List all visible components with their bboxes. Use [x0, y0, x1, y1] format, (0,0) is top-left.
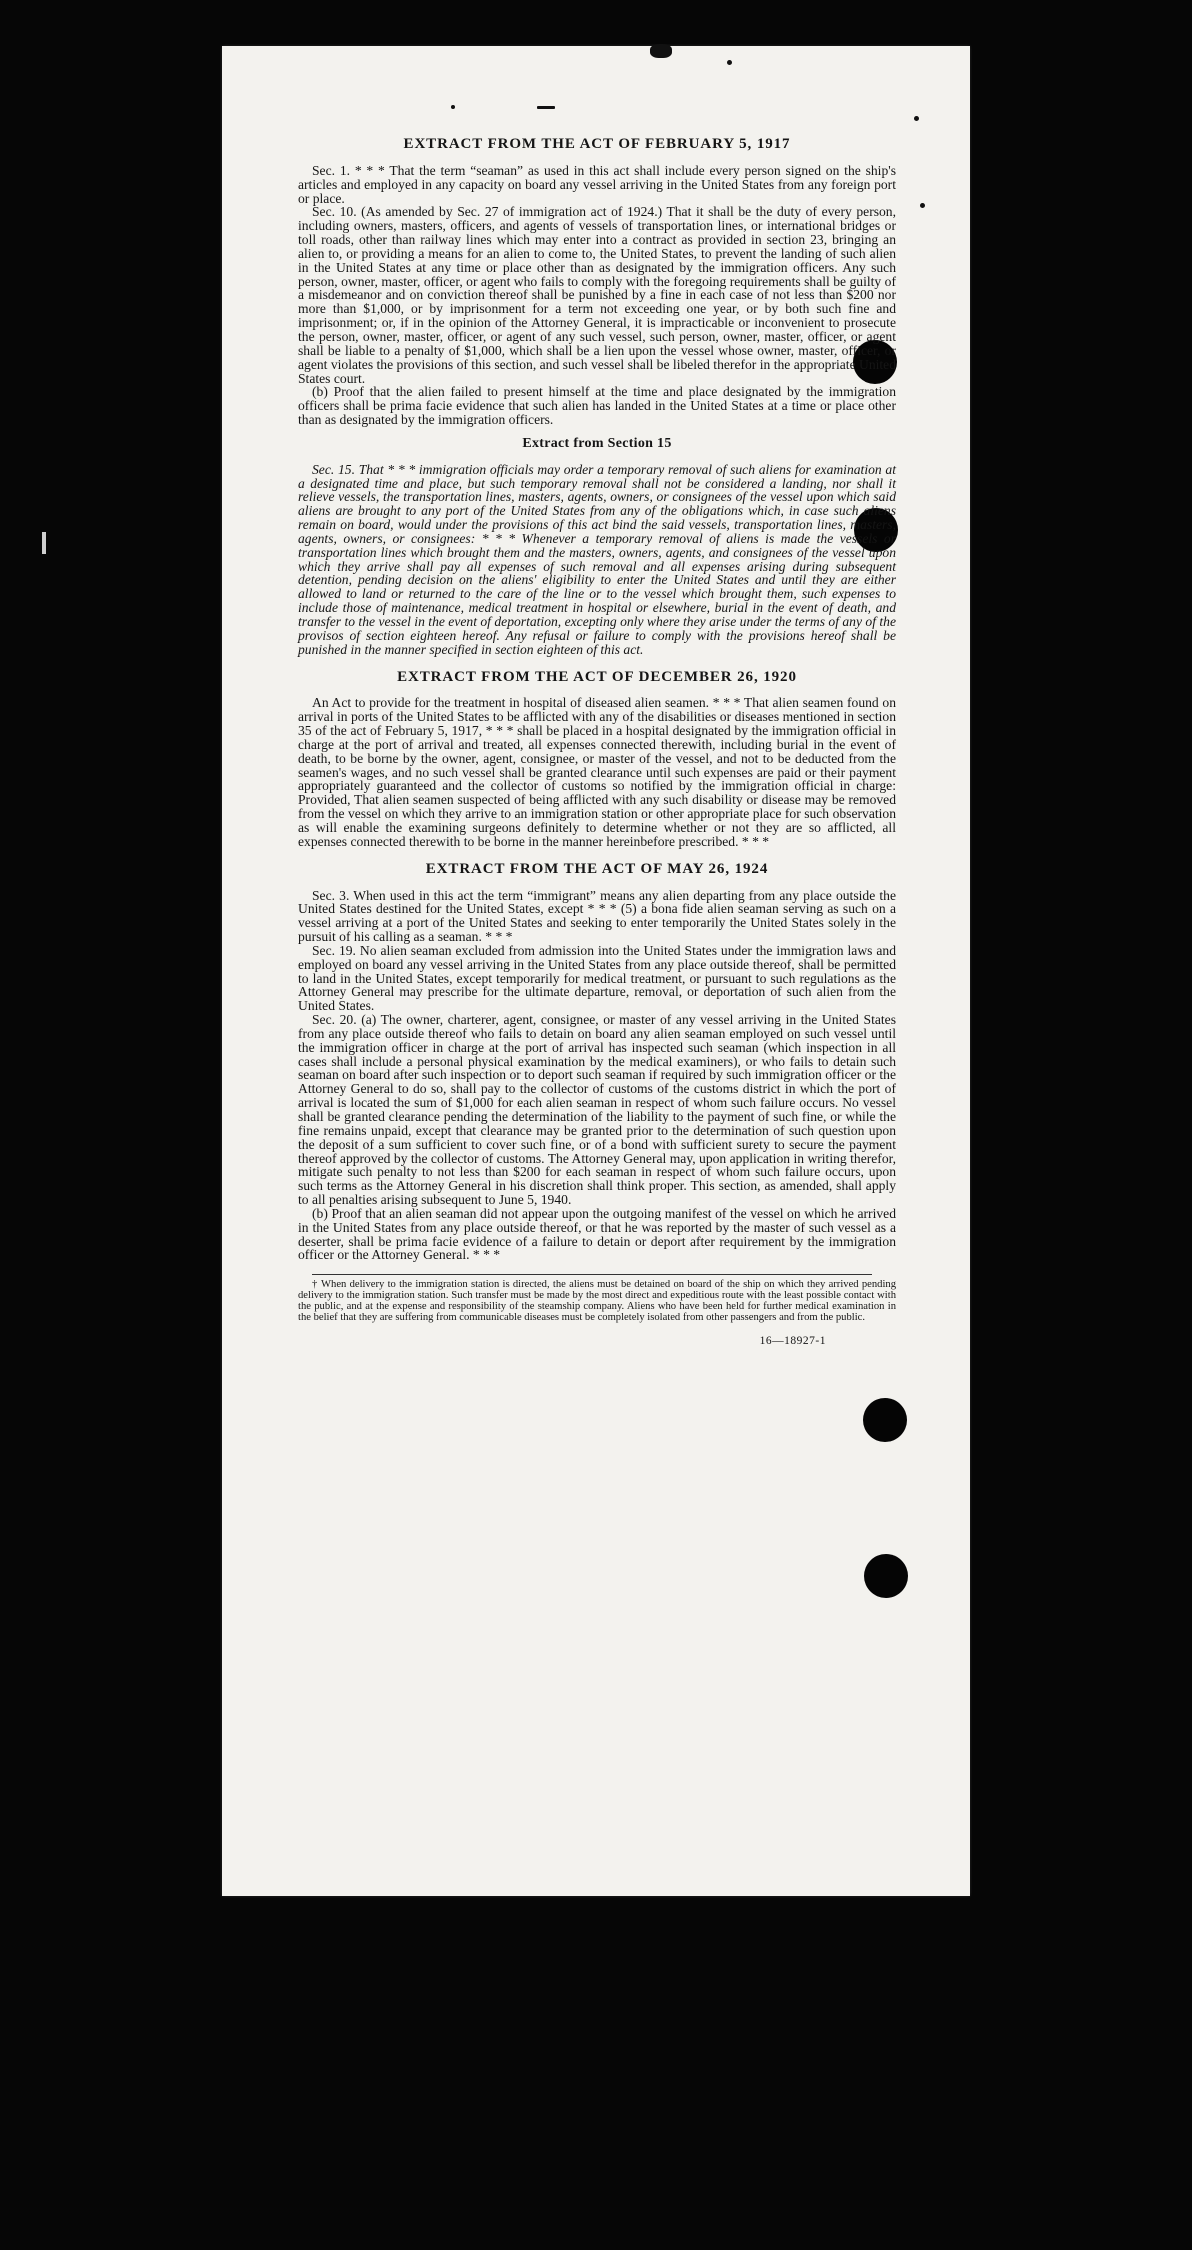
section-19-paragraph: Sec. 19. No alien seaman excluded from admission into the United States under the immigration laws and employed on board any vessel arriving in the United States from any place outside thereof, shall be permitted to land in the United States, except temporarily for medical treatment, or pursuant to such regulations as the Attorney General may prescribe for the ultimate departure, removal, or deportation of such alien from the United States. — [298, 942, 896, 1014]
section-10-paragraph: Sec. 10. (As amended by Sec. 27 of immigration act of 1924.) That it shall be the duty of every person, including owners, masters, officers, and agents of vessels of transportation lines, or international bridges or toll roads, other than railway lines which may enter into a contract as provided in section 23, bringing an alien to, or providing a means for an alien to come to, the United States, to prevent the landing of such alien in the United States at any time or place other than as designated by the immigration officers. Any such person, owner, master, officer, or agent who fails to comply with the foregoing requirements shall be guilty of a misdemeanor and on conviction thereof shall be punished by a fine in each case of not less than $200 nor more than $1,000, or by imprisonment for a term not exceeding one year, or by both such fine and imprisonment; or, if in the opinion of the Attorney General, it is impracticable or inconvenient to prosecute the person, owner, master, officer, or agent of any such vessel, such person, owner, master, officer, or agent shall be liable to a penalty of $1,000, which shall be a lien upon the vessel whose owner, master, officer, or agent violates the provisions of this section, and such vessel shall be libeled therefor in the appropriate United States court. — [298, 204, 896, 386]
punch-hole — [864, 1554, 908, 1598]
scan-speck — [650, 44, 672, 58]
scan-speck — [537, 106, 555, 109]
act-1920-paragraph: An Act to provide for the treatment in hospital of diseased alien seamen. * * * That alien seamen found on arrival in ports of the United States to be afflicted with any of the disabilities or diseases mentioned in section 35 of the act of February 5, 1917, * * * shall be placed in a hospital designated by the immigration official in charge at the port of arrival and treated, all expenses connected therewith, including burial in the event of death, to be borne by the owner, agent, consignee, or master of the vessel, and not to be deducted from the seamen's wages, and no such vessel shall be granted clearance until such expenses are paid or their payment appropriately guaranteed and the collector of customs so notified by the immigration official in charge: Provided, That alien seamen suspected of being afflicted with any such disability or disease may be removed from the vessel on which they arrive to an immigration station or other appropriate place for such observation as will enable the examining surgeons definitely to determine whether or not they are so afflicted, all expenses connected therewith to be borne in the manner hereinbefore prescribed. * * * — [298, 695, 896, 849]
section-3-paragraph: Sec. 3. When used in this act the term “immigrant” means any alien departing from any place outside the United States destined for the United States, except * * * (5) a bona fide alien seaman serving as such on a vessel arriving at a port of the United States and seeking to enter temporarily the United States solely in the pursuit of his calling as a seaman. * * * — [298, 887, 896, 945]
heading-act-1920: EXTRACT FROM THE ACT OF DECEMBER 26, 1920 — [397, 668, 797, 685]
footnote-text: † When delivery to the immigration station is directed, the aliens must be detained on board of the ship on which they arrived pending delivery to the immigration station. Such transfer must be made by the most direct and expeditious route with the least possible contact with the public, and at the expense and responsibility of the steamship company. Aliens who have been held for further medical examination in the belief that they are suffering from communicable diseases must be completely isolated from other passengers and from the public. — [298, 1279, 896, 1324]
scan-edge-mark — [42, 532, 46, 554]
section-10b-paragraph: (b) Proof that the alien failed to present himself at the time and place designated by the immigration officers shall be prima facie evidence that such alien has landed in the United States at a time or place other than as designated by the immigration officers. — [298, 384, 896, 428]
section-15-paragraph: Sec. 15. That * * * immigration officials may order a temporary removal of such aliens for examination at a designated time and place, but such temporary removal shall not be considered a landing, nor shall it relieve vessels, the transportation lines, masters, agents, owners, or consignees of the vessel upon which said aliens are brought to any port of the United States from any of the obligations which, in case such aliens remain on board, would under the provisions of this act bind the said vessels, transportation lines, masters, agents, owners, or consignees: * * * Whenever a temporary removal of aliens is made the vessels or transportation lines which brought them and the masters, owners, agents, and consignees of the vessel upon which they arrive shall pay all expenses of such removal and all expenses arising during subsequent detention, pending decision on the aliens' eligibility to enter the United States and until they are either allowed to land or returned to the care of the line or to the vessel which brought them, such expenses to include those of maintenance, medical treatment in hospital or elsewhere, burial in the event of death, and transfer to the vessel in the event of deportation, excepting only where they arise under the terms of any of the provisos of section eighteen hereof. Any refusal or failure to comply with the provisions hereof shall be punished in the manner specified in section eighteen of this act. — [298, 461, 896, 657]
heading-act-1924: EXTRACT FROM THE ACT OF MAY 26, 1924 — [425, 860, 769, 877]
scan-speck — [914, 116, 919, 121]
footnote-rule — [312, 1274, 872, 1275]
heading-act-1917: EXTRACT FROM THE ACT OF FEBRUARY 5, 1917 — [403, 136, 791, 152]
punch-hole — [863, 1398, 907, 1442]
form-number: 16—18927-1 — [759, 1335, 826, 1348]
scan-speck — [920, 203, 925, 208]
scan-speck — [727, 60, 732, 65]
subheading-section-15: Extract from Section 15 — [522, 435, 672, 451]
section-20a-paragraph: Sec. 20. (a) The owner, charterer, agent, consignee, or master of any vessel arriving in the United States from any place outside thereof who fails to detain on board any alien seaman employed on such vessel until the immigration officer in charge at the port of arrival has inspected such seaman (which inspection in all cases shall include a personal physical examination by the medical examiners), or who fails to detain such seaman on board after such inspection or to deport such seaman if required by such immigration officer or the Attorney General to do so, shall pay to the collector of customs of the customs district in which the port of arrival is located the sum of $1,000 for each alien seaman in respect of whom such failure occurs. No vessel shall be granted clearance pending the determination of the liability to the payment of such fine, or while the fine remains unpaid, except that clearance may be granted prior to the determination of such question upon the deposit of a sum sufficient to cover such fine, or of a bond with sufficient surety to secure the payment thereof approved by the collector of customs. The Attorney General may, upon application in writing therefor, mitigate such penalty to not less than $200 for each seaman in respect of whom such failure occurs, upon such terms as the Attorney General in his discretion shall think proper. This section, as amended, shall apply to all penalties arising subsequent to June 5, 1940. — [298, 1012, 896, 1208]
scan-speck — [451, 105, 455, 109]
section-20b-paragraph: (b) Proof that an alien seaman did not appear upon the outgoing manifest of the vessel on which he arrived in the United States from any place outside thereof, or that he was reported by the master of such vessel as a deserter, shall be prima facie evidence of a failure to detain or deport after requirement by the immigration officer or the Attorney General. * * * — [298, 1205, 896, 1263]
footnote — [298, 1279, 896, 1323]
section-1-paragraph: Sec. 1. * * * That the term “seaman” as used in this act shall include every person signed on the ship's articles and employed in any capacity on board any vessel arriving in the United States from any foreign port or place. — [298, 162, 896, 206]
document-body — [298, 134, 896, 1349]
